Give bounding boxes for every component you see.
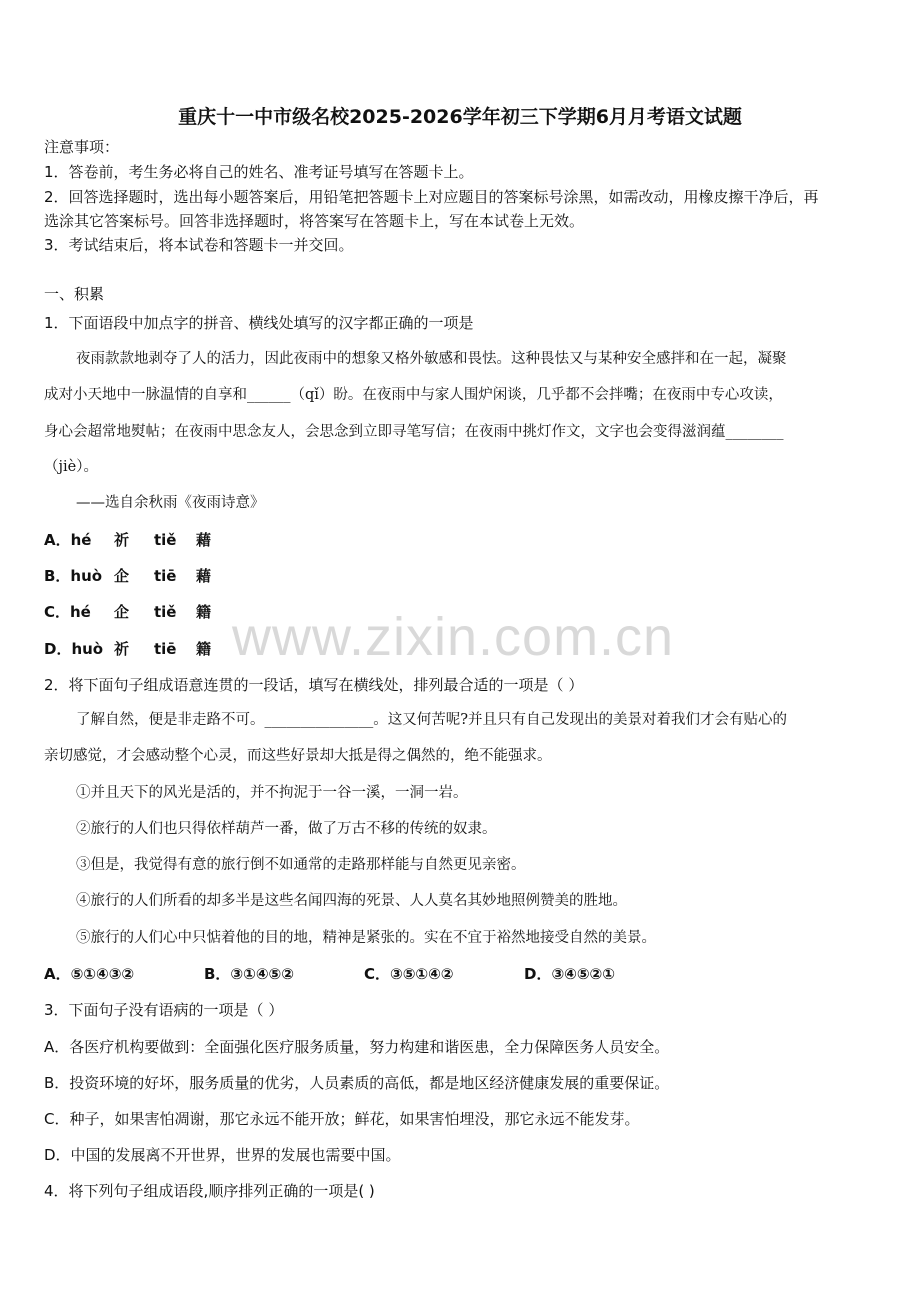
q1-option-c: C．hé 企 tiě 籍 <box>44 603 212 621</box>
notice-heading: 注意事项： <box>44 138 120 156</box>
question-1-stem: 1．下面语段中加点字的拼音、横线处填写的汉字都正确的一项是 <box>44 314 474 332</box>
q3-option-b: B．投资环境的好坏，服务质量的优劣，人员素质的高低，都是地区经济健康发展的重要保证。 <box>44 1074 670 1092</box>
notice-item: 1．答卷前，考生务必将自己的姓名、准考证号填写在答题卡上。 <box>44 163 474 181</box>
sentence-item: ⑤旅行的人们心中只惦着他的目的地，精神是紧张的。实在不宜于裕然地接受自然的美景。 <box>76 930 656 946</box>
passage-line: 身心会超常地熨帖；在夜雨中思念友人，会思念到立即寻笔写信；在夜雨中挑灯作文，文字也会变得滋润蕴________ <box>44 424 784 440</box>
q3-option-a: A．各医疗机构要做到：全面强化医疗服务质量，努力构建和谐医患，全力保障医务人员安全。 <box>44 1038 670 1056</box>
sentence-item: ③但是，我觉得有意的旅行倒不如通常的走路那样能与自然更见亲密。 <box>76 857 526 873</box>
notice-item: 选涂其它答案标号。回答非选择题时，将答案写在答题卡上，写在本试卷上无效。 <box>44 212 585 230</box>
q1-option-a: A．hé 祈 tiě 藉 <box>44 531 212 549</box>
sentence-item: ①并且天下的风光是活的，并不拘泥于一谷一溪，一洞一岩。 <box>76 785 468 801</box>
passage-line: 亲切感觉，才会感动整个心灵，而这些好景却大抵是得之偶然的，绝不能强求。 <box>44 748 552 764</box>
q3-option-c: C．种子，如果害怕凋谢，那它永远不能开放；鲜花，如果害怕埋没，那它永远不能发芽。 <box>44 1110 640 1128</box>
passage-source: ——选自余秋雨《夜雨诗意》 <box>76 495 265 511</box>
exam-title: 重庆十一中市级名校2025-2026学年初三下学期6月月考语文试题 <box>178 106 742 128</box>
notice-item: 2．回答选择题时，选出每小题答案后，用铅笔把答题卡上对应题目的答案标号涂黑，如需改动，用橡皮擦干净后，再 <box>44 188 819 206</box>
question-3-stem: 3．下面句子没有语病的一项是（ ） <box>44 1001 284 1019</box>
sentence-item: ②旅行的人们也只得依样葫芦一番，做了万古不移的传统的奴隶。 <box>76 821 497 837</box>
section-heading: 一、积累 <box>44 285 105 303</box>
sentence-item: ④旅行的人们所看的却多半是这些名闻四海的死景、人人莫名其妙地照例赞美的胜地。 <box>76 893 627 909</box>
q2-options: A．⑤①④③② B．③①④⑤② C．③⑤①④② D．③④⑤②① <box>44 965 615 983</box>
passage-line: 成对小天地中一脉温情的自享和______（qǐ）盼。在夜雨中与家人围炉闲谈，几乎都不会拌嘴；在夜雨中专心攻读， <box>44 387 783 403</box>
q1-option-b: B．huò 企 tiē 藉 <box>44 567 212 585</box>
watermark: www.zixin.com.cn <box>232 607 675 667</box>
q3-option-d: D．中国的发展离不开世界，世界的发展也需要中国。 <box>44 1146 401 1164</box>
notice-item: 3．考试结束后，将本试卷和答题卡一并交回。 <box>44 236 354 254</box>
passage-line: 夜雨款款地剥夺了人的活力，因此夜雨中的想象又格外敏感和畏怯。这种畏怯又与某种安全感拌和在一起，凝聚 <box>76 351 787 367</box>
passage-line: 了解自然，便是非走路不可。_______________。这又何苦呢?并且只有自己发现出的美景对着我们才会有贴心的 <box>76 712 788 728</box>
question-2-stem: 2．将下面句子组成语意连贯的一段话，填写在横线处，排列最合适的一项是（ ） <box>44 676 584 694</box>
passage-line: （jiè）。 <box>44 459 98 475</box>
q1-option-d: D．huò 祈 tiē 籍 <box>44 640 212 658</box>
question-4-stem: 4．将下列句子组成语段,顺序排列正确的一项是( ) <box>44 1182 375 1200</box>
